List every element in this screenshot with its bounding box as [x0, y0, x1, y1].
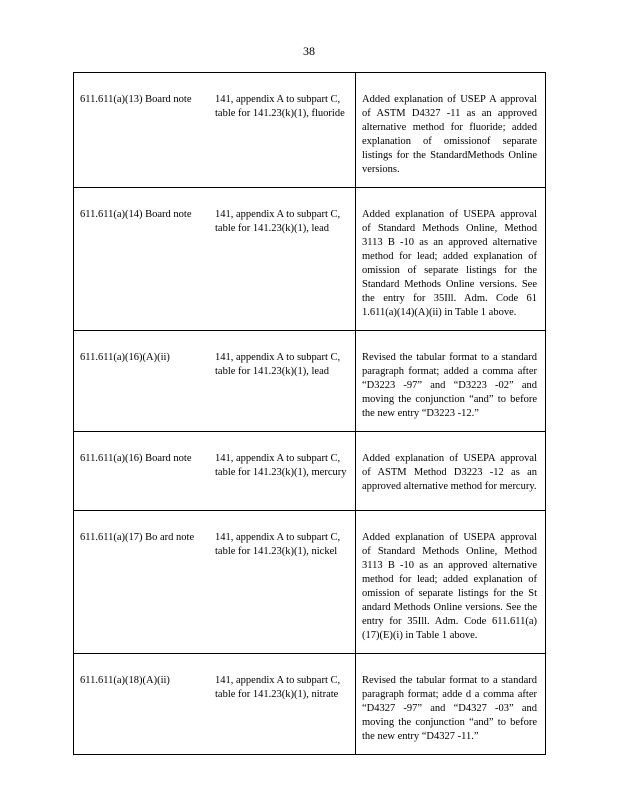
description-text: Revised the tabular format to a standard paragraph format; adde d a comma after “D4327 -97” and “D4327 -03” and moving the conjunction “and” to before the new entry “D4327 -11.”	[362, 675, 537, 742]
table-row	[74, 188, 546, 331]
section-text: 611.611(a)(13) Board note	[80, 94, 192, 105]
description-text: Added explanation of USEPA approval of ASTM Method D3223 -12 as an approved alternative method for mercury.	[362, 453, 537, 492]
reference-cell	[211, 73, 356, 188]
reference-cell	[211, 188, 356, 331]
reference-cell	[211, 331, 356, 432]
description-cell	[356, 511, 546, 654]
description-cell	[356, 331, 546, 432]
description-text: Added explanation of USEP A approval of ASTM D4327 -11 as an approved alternative method for fluoride; added explanation of omissionof separate listings for the StandardMethods Online versions.	[362, 94, 537, 175]
section-text: 611.611(a)(14) Board note	[80, 209, 192, 220]
section-text: 611.611(a)(16) Board note	[80, 453, 192, 464]
reference-text: 141, appendix A to subpart C, table for 141.23(k)(1), mercury	[215, 453, 347, 478]
table-row	[74, 432, 546, 511]
description-cell	[356, 654, 546, 755]
section-text: 611.611(a)(17) Bo ard note	[80, 532, 195, 543]
description-cell	[356, 432, 546, 511]
section-cell	[74, 73, 212, 188]
table-row	[74, 331, 546, 432]
table-row	[74, 73, 546, 188]
table-row	[74, 654, 546, 755]
reference-text: 141, appendix A to subpart C, table for 141.23(k)(1), fluoride	[215, 94, 345, 119]
section-cell	[74, 188, 212, 331]
table-row	[74, 511, 546, 654]
page-number: 38	[303, 44, 315, 58]
section-cell	[74, 511, 212, 654]
description-text: Added explanation of USEPA approval of Standard Methods Online, Method 3113 B -10 as an approved alternative method for lead; added explanation of omission of separate listings for the Standard Methods Online versions. See the entry for 35Ill. Adm. Code 61 1.611(a)(14)(A)(ii) in Table 1 above.	[362, 209, 537, 318]
reference-cell	[211, 432, 356, 511]
amendments-table	[73, 72, 546, 755]
section-cell	[74, 432, 212, 511]
section-text: 611.611(a)(18)(A)(ii)	[80, 675, 170, 686]
reference-cell	[211, 654, 356, 755]
description-text: Added explanation of USEPA approval of Standard Methods Online, Method 3113 B -10 as an approved alternative method for lead; added explanation of omission of separate listings for the St andard Methods Online versions. See the entry for 35Ill. Adm. Code 611.611(a)(17)(E)(i) in Table 1 above.	[362, 532, 537, 641]
reference-text: 141, appendix A to subpart C, table for 141.23(k)(1), lead	[215, 209, 341, 234]
section-cell	[74, 331, 212, 432]
reference-text: 141, appendix A to subpart C, table for 141.23(k)(1), nitrate	[215, 675, 341, 700]
description-cell	[356, 188, 546, 331]
reference-text: 141, appendix A to subpart C, table for 141.23(k)(1), nickel	[215, 532, 341, 557]
section-cell	[74, 654, 212, 755]
section-text: 611.611(a)(16)(A)(ii)	[80, 352, 170, 363]
reference-cell	[211, 511, 356, 654]
description-cell	[356, 73, 546, 188]
description-text: Revised the tabular format to a standard paragraph format; added a comma after “D3223 -97” and “D3223 -02” and moving the conjunction “and” to before the new entry “D3223 -12.”	[362, 352, 537, 419]
reference-text: 141, appendix A to subpart C, table for 141.23(k)(1), lead	[215, 352, 341, 377]
